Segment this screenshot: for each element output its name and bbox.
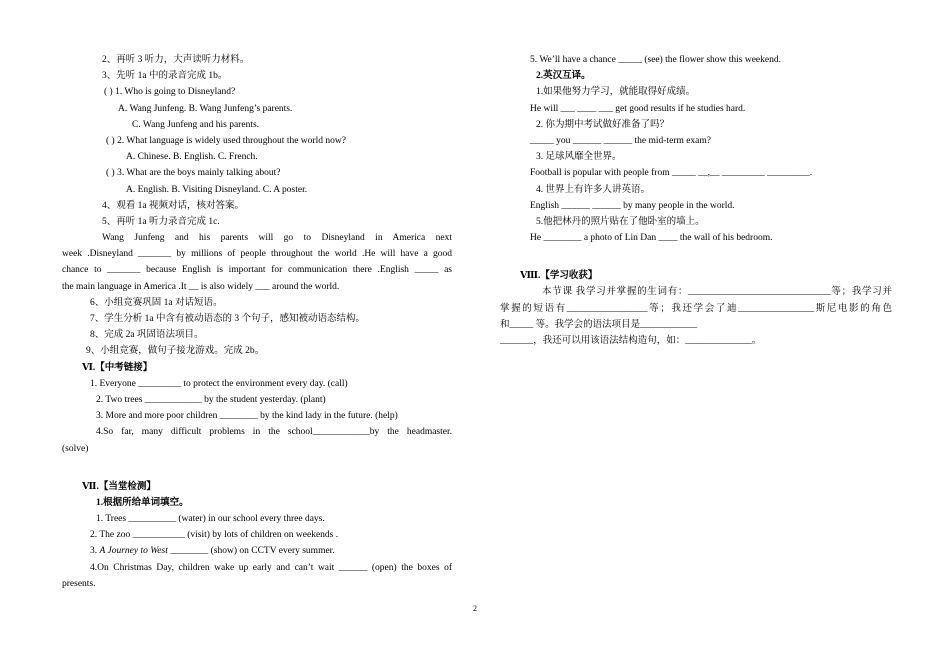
text-line: 掌握的短语有_________________等；我还学会了迪________________斯尼电影的角色 [500, 303, 892, 314]
text-line: 2. The zoo ___________ (visit) by lots of children on weekends . [90, 530, 339, 541]
text-line: 4. 世界上有许多人讲英语。 [536, 184, 651, 195]
section-heading: Ⅵ.【中考链接】 [82, 362, 153, 373]
text-line: 8、完成 2a 巩固语法项目。 [90, 330, 204, 341]
spacer [530, 246, 892, 268]
text-line: A. English. B. Visiting Disneyland. C. A poster. [126, 184, 308, 195]
spacer [62, 457, 452, 479]
text-line: 2. 你为期中考试做好准备了吗？ [536, 119, 670, 130]
text-line: 7、学生分析 1a 中含有被动语态的 3 个句子，感知被动语态结构。 [90, 314, 365, 324]
text-line: 3. More and more poor children ________ by the kind lady in the future. (help) [96, 411, 398, 422]
text-line: 4、观看 1a 视频对话，核对答案。 [102, 200, 244, 211]
text-line: He will ___ ____ ___ get good results if he studies hard. [530, 103, 746, 114]
text-line: Football is popular with people from _____ __,__ _________ _________. [530, 168, 813, 179]
page-number: 2 [473, 604, 477, 613]
text-line: C. Wang Junfeng and his parents. [132, 119, 260, 130]
section-heading: Ⅶ.【当堂检测】 [82, 481, 156, 492]
right-column [500, 52, 892, 349]
text-line: _____ you ______ ______ the mid-term exam? [530, 135, 711, 146]
text-line: 3、先听 1a 中的录音完成 1b。 [102, 71, 228, 82]
text-line: 2. Two trees ____________ by the student yesterday. (plant) [96, 394, 326, 405]
text-line: A. Wang Junfeng. B. Wang Junfeng’s parents. [118, 103, 293, 114]
text-line: week .Disneyland _______ by millions of people throughout the world .He will have a good [62, 249, 452, 260]
text-line: 3. A Journey to West ________ (show) on CCTV every summer. [90, 546, 335, 557]
text-line: ( ) 2. What language is widely used throughout the world now? [106, 135, 346, 146]
text-line: 9、小组竞赛，做句子接龙游戏。完成 2b。 [86, 346, 265, 357]
text-line: 和_____ 等。我学会的语法项目是____________ [500, 319, 698, 330]
text-line: 5. We’ll have a chance _____ (see) the flower show this weekend. [530, 55, 781, 65]
text-line: chance to _______ because English is important for communication there .English _____ as [62, 265, 452, 276]
text-line: the main language in America .It __ is also widely ___ around the world. [62, 281, 340, 292]
text-line: 4.On Christmas Day, children wake up early and can’t wait ______ (open) the boxes of [90, 562, 452, 573]
text-line: 2、再听 3 听力，大声读听力材料。 [102, 55, 250, 65]
text-line: 5.他把林丹的照片贴在了他卧室的墙上。 [536, 216, 705, 227]
text-line: He ________ a photo of Lin Dan ____ the wall of his bedroom. [530, 233, 773, 244]
text-line: (solve) [62, 443, 89, 454]
text-line: 4.So far, many difficult problems in the school____________by the headmaster. [96, 427, 452, 438]
section-heading: Ⅷ.【学习收获】 [520, 271, 598, 282]
text-line: _______，我还可以用该语法结构造句，如：______________。 [500, 336, 762, 346]
text-line: 3. 足球风靡全世界。 [536, 152, 622, 163]
text-line: A. Chinese. B. English. C. French. [126, 152, 258, 163]
text-line: ( ) 3. What are the boys mainly talking about? [106, 168, 281, 179]
text-line: 本节课 我学习并掌握的生词有：______________________________等；我学习并 [542, 287, 892, 298]
text-line: English ______ ______ by many people in the world. [530, 200, 735, 211]
text-line: 1. Trees __________ (water) in our school every three days. [96, 514, 325, 525]
text-line: 1.如果他努力学习，就能取得好成绩。 [536, 87, 696, 98]
text-line: Wang Junfeng and his parents will go to Disneyland in America next [102, 233, 452, 244]
book-title: A Journey to West [99, 546, 168, 557]
text-line: 6、小组竞赛巩固 1a 对话短语。 [90, 297, 223, 308]
section-heading: 1.根据所给单词填空。 [96, 497, 189, 508]
section-heading: 2.英汉互译。 [536, 71, 591, 82]
text-line: 5、再听 1a 听力录音完成 1c. [102, 216, 220, 227]
left-column [62, 52, 452, 592]
text-line: presents. [62, 578, 96, 589]
text-line: 1. Everyone _________ to protect the environment every day. (call) [90, 378, 348, 389]
text-line: ( ) 1. Who is going to Disneyland? [104, 87, 236, 98]
